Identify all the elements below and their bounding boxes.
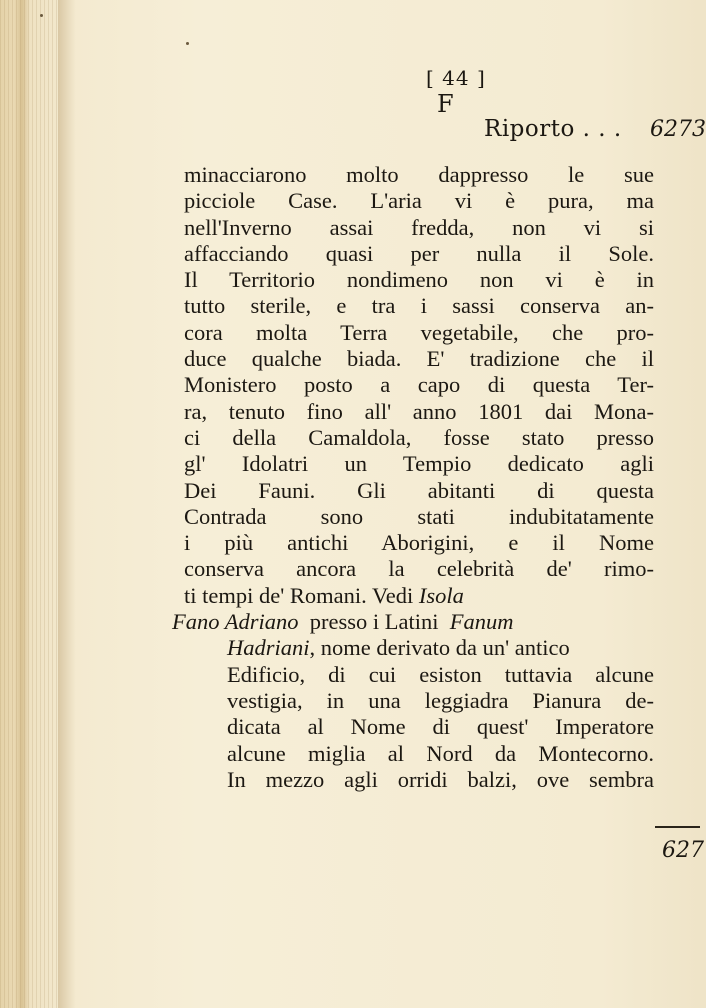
text-line: ci della Camaldola, fosse stato presso (184, 424, 654, 450)
entry-line (172, 609, 654, 635)
cross-reference: Isola (418, 582, 464, 608)
text-line: Dei Fauni. Gli abitanti di questa (184, 477, 654, 503)
text-line: Edificio, di cui esiston tuttavia alcune (227, 661, 654, 687)
text-line: nell'Inverno assai fredda, non vi si (184, 214, 654, 240)
text-line-segment: ti tempi de' Romani. Vedi (184, 582, 414, 608)
text-line: i più antichi Aborigini, e il Nome (184, 530, 654, 556)
text-line: alcune miglia al Nord da Montecorno. (227, 740, 654, 766)
text-line: cora molta Terra vegetabile, che pro- (184, 319, 654, 345)
text-line (184, 583, 654, 609)
text-line-segment: presso i Latini (309, 609, 439, 635)
text-line: affacciando quasi per nulla il Sole. (184, 240, 654, 266)
signature-mark: F (437, 90, 454, 118)
carry-forward-value: 6273 (650, 117, 706, 142)
text-line: tutto sterile, e tra i sassi conserva an- (184, 293, 654, 319)
text-line: Il Territorio nondimeno non vi è in (184, 267, 654, 293)
total-rule (655, 826, 700, 828)
text-line: minacciarono molto dappresso le sue (184, 162, 654, 187)
text-line-segment: , nome derivato da un' antico (309, 635, 570, 661)
text-line: dicata al Nome di quest' Imperatore (227, 714, 654, 740)
page-number: [ 44 ] (426, 66, 486, 90)
text-line: vestigia, in una leggiadra Pianura de- (227, 687, 654, 713)
text-line: gl' Idolatri un Tempio dedicato agli (184, 451, 654, 477)
carry-total: 627 (662, 838, 704, 863)
text-line: duce qualche biada. E' tradizione che il (184, 346, 654, 372)
body-text (172, 162, 654, 793)
text-line (184, 635, 654, 661)
text-line: Monistero posto a capo di questa Ter- (184, 372, 654, 398)
paper-speck (186, 42, 189, 45)
text-line: conserva ancora la celebrità de' rimo- (184, 556, 654, 582)
latin-name: Hadriani (227, 635, 310, 661)
gutter-shadow (58, 0, 76, 1008)
paper-speck (40, 14, 43, 17)
text-line: In mezzo agli orridi balzi, ove sembra (227, 766, 654, 792)
carry-forward-label: Riporto . . . (484, 116, 622, 142)
text-line: Contrada sono stati indubitatamente (184, 503, 654, 529)
entry-heading: Fano Adriano (172, 609, 299, 635)
text-line: picciole Case. L'aria vi è pura, ma (184, 188, 654, 214)
page-edge-stack (0, 0, 60, 1008)
latin-name: Fanum (449, 609, 514, 635)
text-line: ra, tenuto fino all' anno 1801 dai Mona- (184, 398, 654, 424)
